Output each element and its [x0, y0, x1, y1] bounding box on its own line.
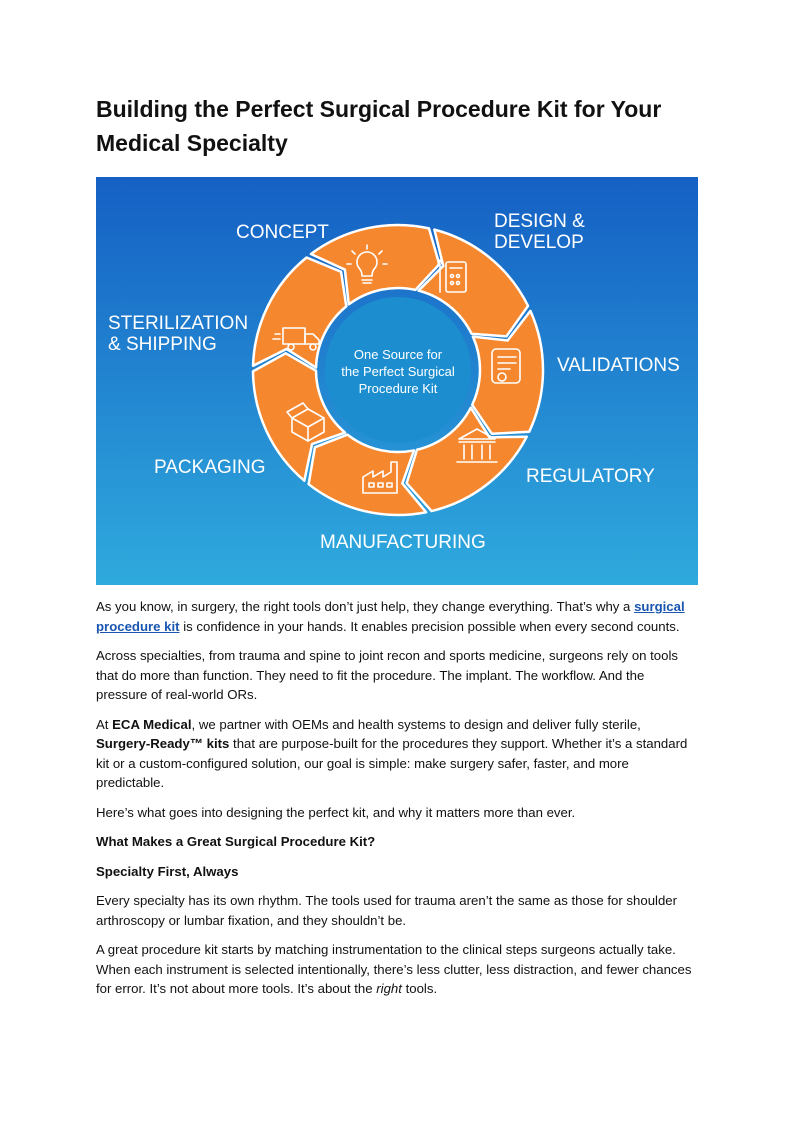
center-text-line3: Procedure Kit — [358, 381, 438, 396]
center-text-line1: One Source for — [353, 347, 443, 362]
paragraph-overview: Here’s what goes into designing the perfect kit, and why it matters more than ever. — [96, 804, 576, 820]
paragraph-instrumentation: A great procedure kit starts by matching instrumentation to the clinical steps surgeons actually take. When each instrument is selected intentionally, there’s less clutter, less distraction, and fewer chances for error. It’s not about more tools. It’s about the right tools. — [96, 942, 692, 996]
label-sterilization-line2: & SHIPPING — [108, 334, 217, 355]
procedure-kit-diagram — [96, 177, 698, 585]
article-body — [96, 597, 698, 1009]
label-design-line2: DEVELOP — [494, 232, 584, 253]
section-heading: What Makes a Great Surgical Procedure Kit? — [96, 834, 376, 849]
label-packaging: PACKAGING — [154, 457, 266, 478]
paragraph-specialty-rhythm: Every specialty has its own rhythm. The tools used for trauma aren’t the same as those for shoulder arthroscopy or lumbar fixation, and they shouldn’t be. — [96, 893, 678, 928]
label-validations: VALIDATIONS — [557, 355, 680, 376]
label-regulatory: REGULATORY — [526, 466, 655, 487]
label-manufacturing: MANUFACTURING — [320, 532, 486, 553]
paragraph-eca-medical: At ECA Medical, we partner with OEMs and health systems to design and deliver fully sterile, Surgery-Ready™ kits that are purpose-built for the procedures they support. Whether it’s a standard kit or a custom-configured solution, our goal is simple: make surgery safer, faster, and more predictable. — [96, 716, 688, 790]
label-concept: CONCEPT — [236, 222, 329, 243]
paragraph-specialties: Across specialties, from trauma and spine to joint recon and sports medicine, surgeons rely on tools that do more than function. They need to fit the procedure. The implant. The workflow. And the pressure of real-world ORs. — [96, 648, 679, 702]
center-text-line2: the Perfect Surgical — [341, 364, 455, 379]
subsection-heading: Specialty First, Always — [96, 863, 239, 879]
paragraph-intro: As you know, in surgery, the right tools don’t just help, they change everything. That’s why a surgical procedure kit is confidence in your hands. It enables precision possible when every second counts. — [96, 599, 685, 634]
label-sterilization-line1: STERILIZATION — [108, 313, 249, 334]
surgical-procedure-kit-link[interactable]: surgical procedure kit — [96, 599, 685, 634]
article-title: Building the Perfect Surgical Procedure Kit for Your Medical Specialty — [96, 96, 662, 156]
label-design-line1: DESIGN & — [494, 211, 585, 232]
